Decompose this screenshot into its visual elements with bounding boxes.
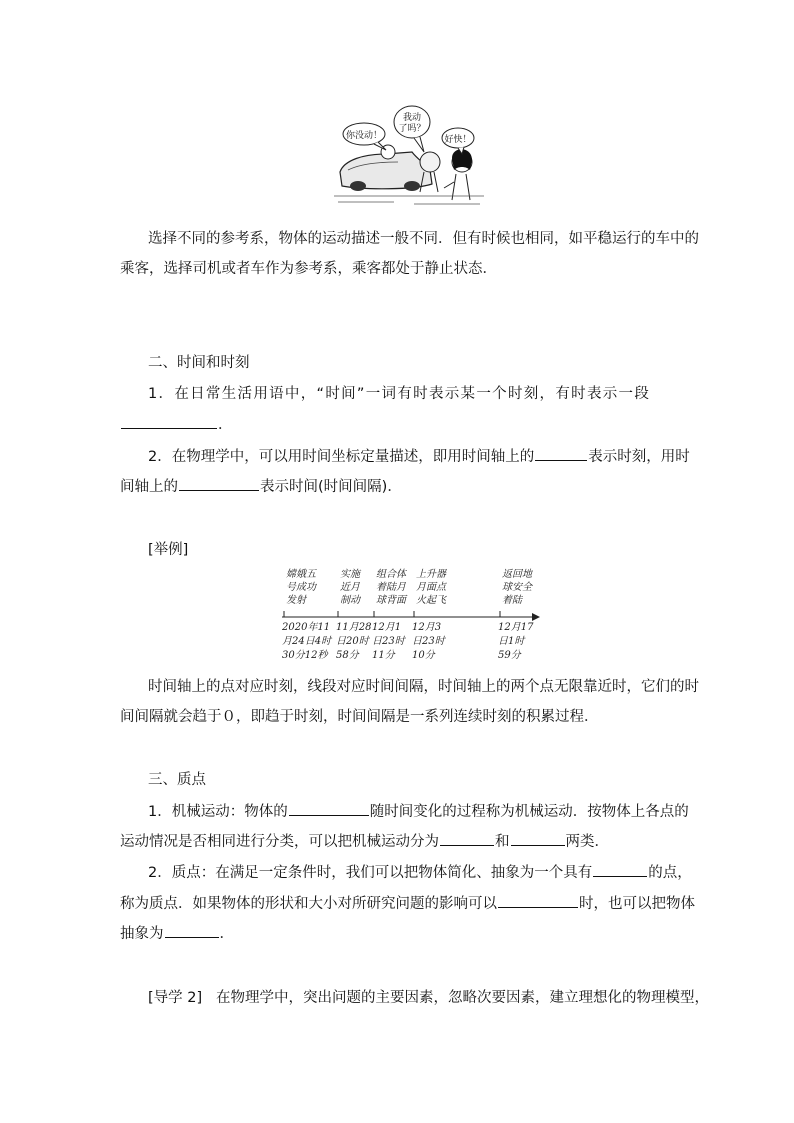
timeline-explain-line2: 间间隔就会趋于０，即趋于时刻，时间间隔是一系列连续时刻的积累过程． [120, 709, 599, 725]
reference-frame-para-line1: 选择不同的参考系，物体的运动描述一般不同．但有时候也相同，如平稳运行的车中的 [148, 231, 699, 247]
answer-blank[interactable] [179, 476, 259, 491]
example-label: [举例] [148, 542, 189, 558]
section-heading-particle: 三、质点 [148, 772, 206, 788]
timeline-date-label: 2020年11 [282, 622, 331, 633]
time-item2-line1: 2．在物理学中，可以用时间坐标定量描述，即用时间轴上的 表示时刻，用时 [148, 446, 690, 467]
particle-item2-line3: 抽象为 ． [120, 923, 234, 944]
timeline-date-label: 日20时 [336, 636, 369, 647]
timeline-date-label: 11分 [372, 650, 395, 661]
section-heading-time: 二、时间和时刻 [148, 355, 250, 371]
guide-label: [导学 2] [148, 990, 203, 1006]
answer-blank[interactable] [440, 831, 494, 846]
timeline-event-label: 上升器 [416, 569, 446, 580]
timeline-date-label: 10分 [412, 650, 435, 661]
timeline-event-label: 近月 [340, 582, 360, 593]
timeline-date-label: 30分12秒 [282, 650, 328, 661]
cartoon-illustration [334, 104, 484, 210]
answer-blank[interactable] [511, 831, 565, 846]
particle-item1-line2: 运动情况是否相同进行分类，可以把机械运动分为 和 两类． [120, 831, 609, 852]
timeline-event-label: 月面点 [416, 582, 446, 593]
particle-item2-line1: 2．质点：在满足一定条件时，我们可以把物体简化、抽象为一个具有 的点， [148, 862, 692, 883]
timeline-date-label: 59分 [498, 650, 521, 661]
timeline-event-label: 火起飞 [416, 595, 446, 606]
timeline-event-label: 号成功 [286, 582, 316, 593]
guide-text: 在物理学中，突出问题的主要因素，忽略次要因素，建立理想化的物理模型， [215, 990, 709, 1006]
timeline-event-label: 实施 [340, 569, 360, 580]
timeline-date-label: 12月17 [498, 622, 534, 633]
timeline-event-label: 着陆月 [376, 582, 406, 593]
reference-frame-para-line2: 乘客，选择司机或者车作为参考系，乘客都处于静止状态． [120, 261, 497, 277]
timeline-event-label: 嫦娥五 [286, 569, 316, 580]
particle-item1-line1: 1．机械运动：物体的 随时间变化的过程称为机械运动．按物体上各点的 [148, 801, 689, 822]
answer-blank[interactable] [121, 414, 217, 429]
particle-item2-line2: 称为质点．如果物体的形状和大小对所研究问题的影响可以 时，也可以把物体 [120, 893, 695, 914]
timeline-event-label: 组合体 [376, 569, 406, 580]
timeline-event-label: 返回地 [502, 569, 532, 580]
timeline-event-label: 着陆 [502, 595, 522, 606]
answer-blank[interactable] [535, 446, 587, 461]
timeline-date-label: 11月28 [336, 622, 372, 633]
answer-blank[interactable] [498, 893, 578, 908]
timeline-event-label: 发射 [286, 595, 306, 606]
timeline-date-label: 12月3 [412, 622, 442, 633]
timeline-event-label: 制动 [340, 595, 360, 606]
answer-blank[interactable] [289, 801, 369, 816]
timeline-event-label: 球背面 [376, 595, 406, 606]
timeline-diagram [276, 566, 546, 666]
timeline-date-label: 日23时 [412, 636, 445, 647]
time-item2-line2: 间轴上的 表示时间(时间间隔)． [120, 476, 402, 497]
guide-line [148, 988, 709, 1008]
timeline-explain-line1: 时间轴上的点对应时刻，线段对应时间间隔，时间轴上的两个点无限靠近时，它们的时 [148, 679, 699, 695]
time-item1-line1: 1．在日常生活用语中，“时间”一词有时表示某一个时刻，有时表示一段 [148, 386, 651, 402]
timeline-date-label: 58分 [336, 650, 359, 661]
bubble-you-didnt-move: 你没动！ [345, 131, 383, 141]
timeline-date-label: 12月1 [372, 622, 402, 633]
timeline-event-label: 球安全 [502, 582, 532, 593]
bubble-so-fast: 好快！ [444, 135, 472, 145]
timeline-date-label: 日23时 [372, 636, 405, 647]
answer-blank[interactable] [593, 862, 647, 877]
bubble-did-i-move-2: 了吗？ [398, 124, 426, 134]
timeline-date-label: 月24日4时 [282, 636, 332, 647]
timeline-date-label: 日1时 [498, 636, 525, 647]
timeline-arrowhead [532, 613, 540, 621]
time-item1-line2: ． [120, 414, 233, 435]
bubble-did-i-move-1: 我动 [402, 113, 422, 123]
answer-blank[interactable] [165, 923, 219, 938]
